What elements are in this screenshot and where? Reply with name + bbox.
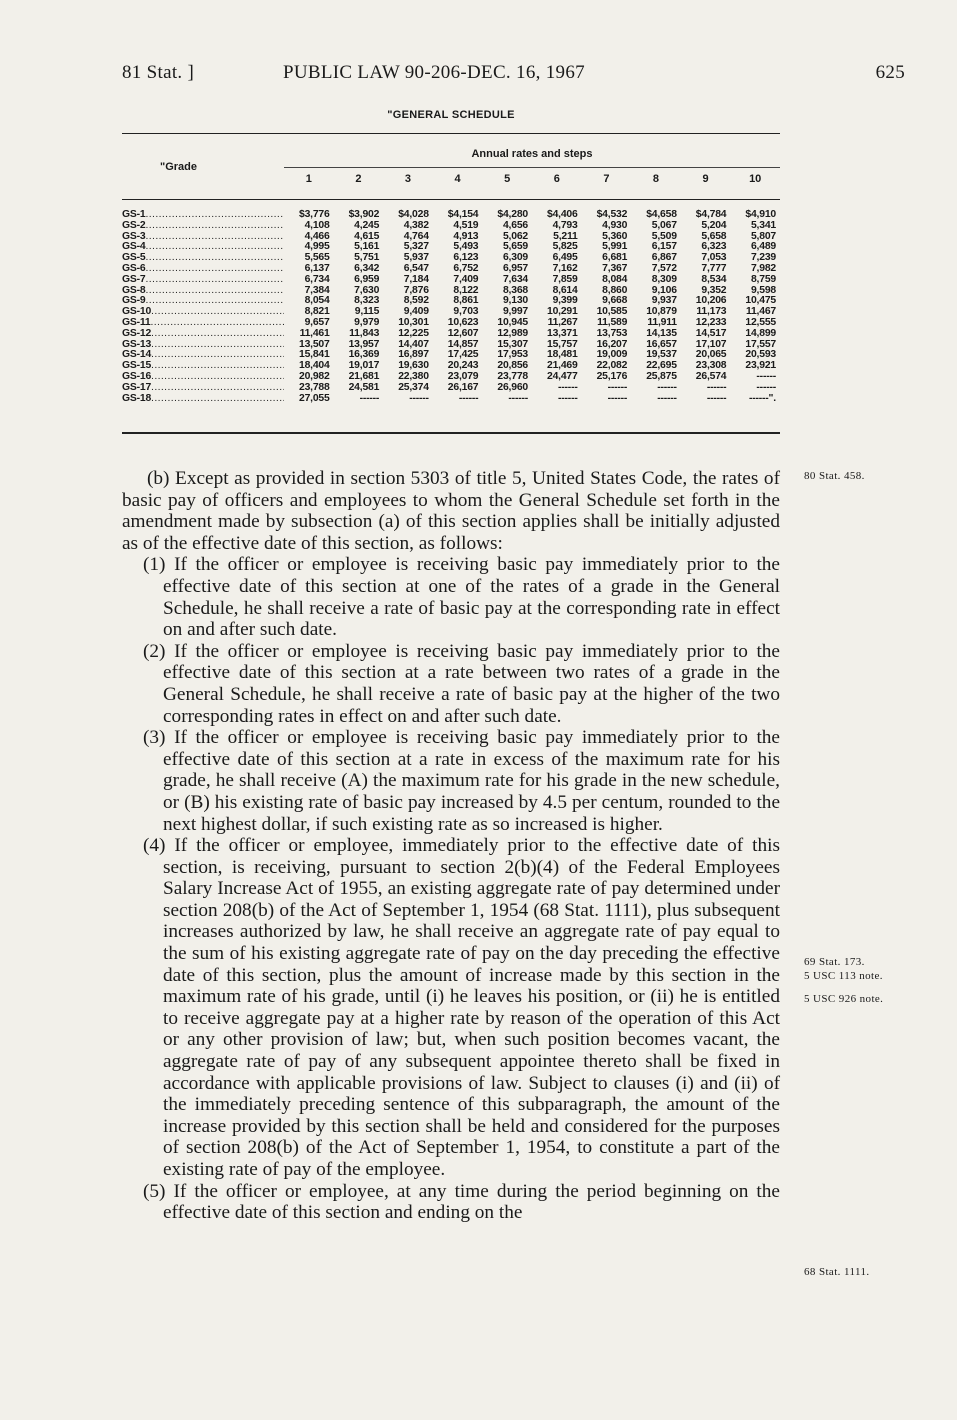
grade-cell: GS-9 [122, 296, 146, 307]
rate-cell: ------ [657, 392, 677, 404]
rate-cell: 26,167 [447, 381, 479, 393]
step-header: 4 [454, 173, 461, 185]
rate-cell: 8,592 [403, 295, 429, 307]
rate-cell: 7,876 [403, 284, 429, 296]
margin-note-68-stat: 68 Stat. 1111. [804, 1266, 870, 1278]
rate-cell: 5,493 [453, 241, 479, 253]
rate-cell: 12,233 [695, 316, 727, 328]
rate-cell: 7,409 [453, 273, 479, 285]
rate-cell: 8,368 [502, 284, 528, 296]
table-row [122, 242, 780, 253]
rate-cell: 5,211 [553, 230, 578, 242]
rate-cell: 12,225 [398, 327, 429, 339]
rate-cell: 9,352 [701, 284, 727, 296]
paragraph-5: (5) If the officer or employee, at any time during the period beginning on the effective date of this section and ending on the [143, 1180, 780, 1224]
rate-cell: 19,630 [398, 360, 429, 372]
rate-cell: 26,574 [695, 370, 727, 382]
rate-cell: 8,861 [453, 295, 479, 307]
rate-cell: ------ [657, 381, 677, 393]
rate-cell: 10,301 [398, 316, 429, 328]
grade-cell: GS-18 [122, 393, 152, 404]
rate-cell: 14,135 [646, 327, 677, 339]
table-row [122, 264, 780, 275]
table-bottom-rule [122, 432, 780, 434]
rate-cell: 19,017 [348, 360, 380, 372]
rate-cell: 7,162 [552, 262, 578, 274]
rate-cell: 6,137 [304, 262, 330, 274]
rate-cell: 19,537 [646, 349, 677, 361]
rate-cell: 20,856 [497, 360, 528, 372]
rate-cell: 25,176 [596, 370, 628, 382]
rate-cell: 23,079 [447, 370, 479, 382]
paragraph-4: (4) If the officer or employee, immediately prior to the effective date of this section, is receiving, pursuant to section 2(b)(4) of the Federal Employees Salary Increase Act of 1955, an existing aggregate rate of pay determined under section 208(b) of the Act of September 1, 1954 (68 Stat. 1111), plus subsequent increases authorized by law, he shall receive an aggregate rate of pay equal to the sum of his existing aggregate rate of pay on the day preceding the effective date of this section, plus the amount of increase made by this section in the maximum rate of his grade, until (i) he leaves his position, or (ii) he is entitled to receive aggregate pay at a higher rate by reason of the operation of this Act or any other provision of law; but, when such position becomes vacant, the aggregate rate of pay of any subsequent appointee thereto shall be fixed in accordance with applicable provisions of law. Subject to clauses (i) and (ii) of the immediately preceding sentence of this subparagraph, the amount of the increase provided by this section shall be held and considered for the purposes of section 208(b) of the Act of September 1, 1954, to constitute a part of the existing rate of pay of the employee. [143, 835, 780, 1180]
rate-cell: 20,593 [745, 349, 776, 361]
rate-cell: ------ [607, 381, 628, 393]
step-header: 1 [305, 173, 312, 185]
rate-cell: 10,879 [646, 306, 677, 318]
rate-cell: 20,982 [299, 370, 330, 382]
rate-cell: $4,658 [646, 209, 677, 220]
grade-cell: GS-16 [122, 371, 152, 382]
rate-cell: 7,239 [750, 252, 776, 264]
rate-cell: 9,657 [304, 316, 330, 328]
rate-cell: ------ [409, 392, 429, 404]
rate-cell: 7,634 [502, 273, 528, 285]
rate-cell: 14,857 [447, 338, 479, 350]
rate-cell: 17,425 [447, 349, 479, 361]
paragraph-2: (2) If the officer or employee is receiving basic pay immediately prior to the effective date of this section at a rate between two rates of a grade in the General Schedule, he shall receive a rate of basic pay at the higher of the two corresponding rates in effect on and after such date. [143, 640, 780, 727]
rate-cell: 9,106 [651, 284, 677, 296]
rate-cell: 9,997 [502, 306, 528, 318]
rate-cell: 10,475 [745, 295, 776, 307]
rate-cell: 6,959 [354, 273, 380, 285]
rate-cell: 7,859 [552, 273, 578, 285]
rate-cell: 18,404 [299, 360, 330, 372]
rate-cell: 6,957 [502, 262, 528, 274]
rate-cell: 18,481 [547, 349, 578, 361]
rate-cell: 4,382 [403, 219, 429, 231]
rate-cell: 7,572 [651, 262, 677, 274]
rate-cell: 23,308 [695, 360, 727, 372]
table-row [122, 329, 780, 340]
rate-cell: 4,519 [453, 219, 479, 231]
step-header: 6 [553, 173, 560, 185]
rate-cell: 5,659 [502, 241, 528, 253]
rate-cell: ------ [558, 392, 578, 404]
rate-cell: 14,899 [745, 327, 776, 339]
rate-cell: 25,875 [646, 370, 677, 382]
rate-cell: 24,477 [547, 370, 578, 382]
rate-cell: 6,734 [304, 273, 330, 285]
annual-rates-header: Annual rates and steps [471, 148, 593, 160]
rate-cell: $3,902 [348, 209, 380, 220]
rate-cell: 11,467 [745, 306, 776, 318]
rate-cell: 8,122 [453, 284, 479, 296]
rate-cell: 11,589 [597, 316, 628, 328]
rate-cell: 5,341 [750, 219, 776, 231]
rate-cell: 23,788 [299, 381, 330, 393]
steps-header-row [284, 173, 780, 185]
rate-cell: 9,130 [502, 295, 528, 307]
rate-cell: 6,547 [403, 262, 429, 274]
rate-cell: 8,309 [651, 273, 677, 285]
rate-cell: 9,399 [552, 295, 578, 307]
step-header: 9 [702, 173, 709, 185]
table-top-rule [122, 133, 780, 134]
table-row [122, 232, 780, 243]
rate-cell: 22,695 [646, 360, 677, 372]
rate-cell: 7,184 [403, 273, 429, 285]
step-header: 2 [355, 173, 362, 185]
rate-cell: 15,307 [497, 338, 528, 350]
rate-cell: 4,793 [552, 219, 578, 231]
rate-cell: 4,995 [304, 241, 330, 253]
rate-cell: 9,598 [750, 284, 776, 296]
rate-cell: 9,979 [354, 316, 380, 328]
rate-cell: 4,615 [354, 230, 380, 242]
grade-cell: GS-12 [122, 328, 152, 339]
rate-cell: 16,369 [348, 349, 380, 361]
rate-cell: $4,028 [398, 209, 429, 220]
rate-cell: ------ [359, 392, 380, 404]
step-header: 3 [404, 173, 412, 185]
rate-cell: $3,776 [299, 209, 330, 220]
rate-cell: 10,291 [547, 306, 578, 318]
rate-cell: ------ [706, 381, 727, 393]
rate-cell: 8,323 [354, 295, 380, 307]
rate-cell: 6,681 [602, 252, 628, 264]
rate-cell: 8,860 [602, 284, 628, 296]
rate-cell: 5,067 [651, 219, 677, 231]
rate-cell: 21,469 [547, 360, 578, 372]
margin-note-5usc113: 5 USC 113 note. [804, 970, 883, 982]
rate-cell: 16,897 [398, 349, 429, 361]
rate-cell: 5,807 [750, 230, 776, 242]
grade-cell: GS-6 [122, 263, 146, 274]
rate-cell: ------ [756, 370, 776, 382]
rate-cell: $4,406 [547, 209, 578, 220]
rate-cell: 17,953 [497, 349, 528, 361]
step-header: 5 [504, 173, 511, 185]
rate-cell: 7,384 [304, 284, 330, 296]
rate-cell: 16,207 [596, 338, 628, 350]
rate-cell: 19,009 [596, 349, 628, 361]
grade-cell: GS-11 [122, 317, 151, 328]
rate-cell: 8,534 [701, 273, 727, 285]
table-row [122, 253, 780, 264]
rate-cell: 9,115 [354, 306, 380, 318]
paragraph-1: (1) If the officer or employee is receiving basic pay immediately prior to the effective date of this section at one of the rates of a grade in the General Schedule, he shall receive a rate of basic pay at the corresponding rate in effect on and after such date. [143, 554, 780, 641]
rate-cell: ------ [706, 392, 727, 404]
rate-cell: 14,407 [398, 338, 429, 350]
rate-cell: 4,913 [453, 230, 479, 242]
rate-cell: 5,751 [354, 252, 380, 264]
rate-cell: 25,374 [398, 381, 429, 393]
rate-cell: 5,161 [354, 241, 380, 253]
rate-table-body [122, 210, 780, 404]
rate-cell: 26,960 [497, 381, 528, 393]
margin-note-5usc926: 5 USC 926 note. [804, 993, 884, 1005]
grade-cell: GS-7 [122, 274, 146, 285]
rate-cell: 11,843 [349, 327, 380, 339]
rate-cell: 6,309 [502, 252, 528, 264]
rate-cell: 7,367 [602, 262, 628, 274]
rate-cell: 4,245 [354, 219, 380, 231]
table-row [122, 394, 780, 405]
rate-cell: 13,507 [299, 338, 330, 350]
rate-cell: 5,991 [602, 241, 628, 253]
rate-cell: 12,555 [745, 316, 776, 328]
rate-cell: 20,243 [447, 360, 479, 372]
rate-cell: 5,062 [502, 230, 528, 242]
rate-cell: 6,495 [552, 252, 578, 264]
rate-cell: 8,614 [552, 284, 578, 296]
rate-cell: $4,154 [447, 209, 479, 220]
rate-cell: 6,323 [701, 241, 727, 253]
rate-cell: 13,957 [348, 338, 380, 350]
rate-cell: 5,658 [701, 230, 727, 242]
paragraph-3: (3) If the officer or employee is receiving basic pay immediately prior to the effective date of this section at a rate in excess of the maximum rate for his grade, he shall receive (A) the maximum rate for his grade in the new schedule, or (B) his existing rate of basic pay increased by 4.5 per centum, rounded to the next highest dollar, if such existing rate as so increased is higher. [143, 727, 780, 835]
table-row [122, 383, 780, 394]
rate-cell: 10,945 [497, 316, 528, 328]
rate-cell: 5,204 [701, 219, 727, 231]
rate-cell: 24,581 [348, 381, 380, 393]
rate-cell: 5,360 [602, 230, 628, 242]
rate-cell: ------ [756, 381, 776, 393]
rate-cell: 5,509 [651, 230, 677, 242]
rate-cell: 13,753 [596, 327, 628, 339]
grade-cell: GS-10 [122, 307, 152, 318]
rate-cell: $4,280 [497, 209, 528, 220]
rate-cell: 20,065 [695, 349, 727, 361]
rate-cell: 10,623 [447, 316, 479, 328]
section-text [122, 468, 780, 1224]
rate-cell: 22,082 [596, 360, 628, 372]
rate-cell: 22,380 [398, 370, 429, 382]
rate-cell: 17,557 [745, 338, 776, 350]
table-header-rule [122, 199, 780, 200]
rate-cell: 7,053 [701, 252, 727, 264]
rate-cell: 8,821 [304, 306, 330, 318]
rate-cell: ------ [558, 381, 578, 393]
step-header: 7 [603, 173, 610, 185]
rate-cell: $4,532 [596, 209, 628, 220]
margin-note-69-stat: 69 Stat. 173. [804, 956, 865, 968]
page-number: 625 [875, 62, 905, 83]
grade-cell: GS-13 [122, 339, 152, 350]
rate-cell: 4,108 [304, 219, 330, 231]
rate-cell: 6,342 [354, 262, 380, 274]
rate-cell: 23,778 [497, 370, 528, 382]
rate-cell: 8,054 [304, 295, 330, 307]
steps-header-rule [284, 167, 780, 168]
grade-cell: GS-2 [122, 220, 146, 231]
table-row [122, 286, 780, 297]
rate-cell: ------ [458, 392, 479, 404]
table-row [122, 275, 780, 286]
rate-cell: 6,752 [453, 262, 479, 274]
rate-cell: 23,921 [745, 360, 776, 372]
rate-cell: ------ [508, 392, 528, 404]
rate-cell: 9,668 [602, 295, 628, 307]
rate-cell: 10,206 [695, 295, 727, 307]
table-title: "GENERAL SCHEDULE [387, 109, 515, 121]
rate-cell: 5,937 [403, 252, 429, 264]
grade-cell: GS-8 [122, 285, 146, 296]
grade-cell: GS-3 [122, 231, 146, 242]
grade-cell: GS-15 [122, 361, 152, 372]
rate-cell: ------". [749, 392, 776, 404]
rate-cell: 17,107 [695, 338, 727, 350]
rate-cell: 7,630 [354, 284, 380, 296]
rate-cell: 11,173 [696, 306, 727, 318]
rate-cell: 9,409 [403, 306, 429, 318]
margin-note-80-stat: 80 Stat. 458. [804, 470, 865, 482]
rate-cell: 12,989 [497, 327, 528, 339]
rate-cell: $4,784 [695, 209, 727, 220]
rate-cell: 4,466 [304, 230, 330, 242]
rate-cell: 5,327 [403, 241, 429, 253]
rate-cell: 6,157 [651, 241, 677, 253]
rate-cell: $4,910 [745, 209, 776, 220]
paragraph-b: (b) Except as provided in section 5303 of title 5, United States Code, the rates of basic pay of officers and employees to whom the General Schedule set forth in the amendment made by subsection (a) of this section applies shall be initially adjusted as of the effective date of this section, as follows: [122, 468, 780, 554]
grade-column-header: "Grade [160, 161, 198, 173]
rate-cell: 6,123 [453, 252, 479, 264]
rate-cell: 7,982 [750, 262, 776, 274]
grade-cell: GS-14 [122, 350, 152, 361]
grade-cell: GS-17 [122, 382, 152, 393]
rate-cell: 21,681 [348, 370, 380, 382]
table-row [122, 296, 780, 307]
rate-cell: 11,461 [299, 327, 330, 339]
table-row [122, 221, 780, 232]
rate-cell: 5,565 [304, 252, 330, 264]
grade-cell: GS-5 [122, 253, 146, 264]
table-row [122, 210, 780, 221]
rate-cell: 9,937 [651, 295, 677, 307]
grade-cell: GS-1 [122, 210, 146, 220]
grade-cell: GS-4 [122, 242, 146, 253]
step-header: 8 [652, 173, 660, 185]
statute-volume-label: 81 Stat. ] [122, 62, 195, 83]
rate-cell: 4,930 [602, 219, 628, 231]
rate-cell: 13,371 [547, 327, 578, 339]
rate-cell: 9,703 [453, 306, 479, 318]
rate-cell: ------ [607, 392, 628, 404]
rate-cell: 4,764 [403, 230, 429, 242]
rate-cell: 6,867 [651, 252, 677, 264]
rate-cell: 10,585 [596, 306, 628, 318]
running-head-title: PUBLIC LAW 90-206-DEC. 16, 1967 [283, 62, 585, 83]
rate-cell: 27,055 [299, 392, 330, 404]
rate-cell: 12,607 [447, 327, 479, 339]
step-header: 10 [749, 173, 762, 185]
rate-cell: 5,825 [552, 241, 578, 253]
rate-cell: 15,841 [299, 349, 330, 361]
rate-cell: 14,517 [695, 327, 727, 339]
rate-cell: 16,657 [646, 338, 677, 350]
rate-cell: 11,911 [647, 316, 677, 328]
rate-cell: 11,267 [547, 316, 578, 328]
rate-cell: 15,757 [547, 338, 578, 350]
rate-cell: 8,084 [602, 273, 628, 285]
rate-cell: 4,656 [502, 219, 528, 231]
rate-cell: 7,777 [701, 262, 727, 274]
rate-cell: 8,759 [750, 273, 776, 285]
rate-cell: 6,489 [750, 241, 776, 253]
